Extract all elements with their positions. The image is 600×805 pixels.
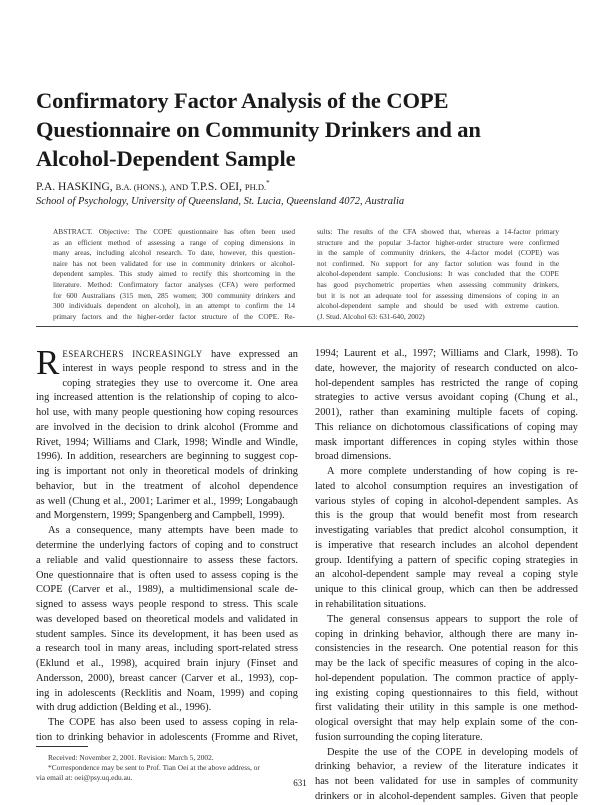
- footnote-email: via email at: oei@psy.uq.edu.au.: [36, 773, 133, 782]
- section-divider: [36, 326, 578, 327]
- affiliation: School of Psychology, University of Queensland, St. Lucia, Queensland 4072, Australia: [36, 196, 405, 207]
- abstract-line: structure and the popular 3-factor higher-order structure were confirmed: [317, 237, 559, 247]
- body-line: group. Identifying a pattern of specific coping strategies in: [315, 554, 578, 566]
- body-line: student samples. Since its development, it has been used as: [36, 628, 298, 640]
- abstract-line: primary factors and the higher-order factor structure of the COPE. Re-: [53, 311, 295, 321]
- body-line: coping in drinking behavior, although there are many in-: [315, 628, 578, 640]
- abstract-line: (J. Stud. Alcohol 63: 631-640, 2002): [317, 311, 425, 321]
- abstract-line: in the sample of community drinkers, the 4-factor model (COPE) was: [317, 248, 559, 258]
- page-number: 631: [293, 778, 307, 788]
- body-line: behavior, but in the treatment of alcohol dependence: [36, 480, 298, 492]
- body-line: has not been validated for use in samples of community: [315, 776, 578, 788]
- body-line: ing is important not only in theoretical models of drinking: [36, 466, 298, 478]
- abstract-line: not confirmed. No support for any factor solution was found in the: [317, 258, 559, 268]
- body-line: are involved in the decision to drink alcohol (Fromme and: [36, 421, 298, 433]
- body-line: The general consensus appears to support the role of: [327, 613, 578, 625]
- body-line: and Morgenstern, 1999; Spangenberg and Campbell, 1999).: [36, 510, 285, 522]
- body-line: coping strategies they use to overcome it. One area: [62, 377, 298, 389]
- abstract-line: many areas, including alcohol research. To date, however, this question-: [53, 248, 295, 258]
- body-line: was developed based on theoretical models and validated in: [36, 613, 298, 625]
- body-line: is imperative that research includes an alcohol dependent: [315, 539, 578, 551]
- body-line: mask important differences in coping styles within those: [315, 436, 578, 448]
- body-line: may be the lack of specific measures of coping in the alco-: [315, 658, 578, 670]
- title-line: Questionnaire on Community Drinkers and an: [36, 117, 481, 142]
- body-line: this is the group that would benefit most from research: [315, 510, 578, 522]
- body-line: tion to drinking behavior in adolescents (Fromme and Rivet,: [36, 731, 298, 743]
- body-line: interest in ways people respond to stress and in the: [62, 362, 298, 374]
- body-line: COPE (Carver et al., 1989), a multidimensional scale de-: [36, 584, 298, 596]
- abstract-line: naire has not been validated for use in community drinkers or alcohol-: [53, 258, 295, 268]
- abstract-line: literature. Method: Confirmatory factor analyses (CFA) were performed: [53, 279, 295, 289]
- abstract-left-column: [53, 227, 295, 322]
- body-line: 1994; Laurent et al., 1997; Williams and Clark, 1998). To: [315, 348, 578, 359]
- body-line: with drug addiction (Belding et al., 1996).: [36, 702, 212, 714]
- author-degree: B.A. (HONS.),: [115, 181, 167, 192]
- body-line: investigating variables that predict alcohol consumption, it: [315, 525, 578, 537]
- body-line: as well (Chung et al., 2001; Larimer et al., 1999; Longabaugh: [36, 495, 298, 507]
- body-line: Rivet, 1994; Williams and Clark, 1998; Windle and Windle,: [36, 436, 298, 448]
- abstract-line: dependent samples. This study aimed to rectify this shortcoming in the: [53, 269, 295, 279]
- body-line: [62, 347, 298, 362]
- abstract-line: 300 individuals dependent on alcohol), in an attempt to confirm the 14: [53, 301, 295, 311]
- body-line: One questionnaire that is often used to assess coping is the: [36, 569, 298, 581]
- body-line: 1996). In addition, researchers are beginning to suggest cop-: [36, 451, 298, 463]
- footnote-correspondence: *Correspondence may be sent to Prof. Tian Oei at the above address, or: [48, 763, 260, 772]
- body-line: As a consequence, many attempts have been made to: [48, 525, 298, 537]
- abstract-line: alcohol-dependent sample and should be used with extreme caution.: [317, 301, 559, 311]
- body-line: hol-dependent samples has restricted the range of coping: [315, 377, 578, 389]
- body-line: ing in adolescents (Recklitis and Noam, 1999) and coping: [36, 687, 298, 699]
- body-line: unique to this clinical group, which can then be addressed: [315, 584, 578, 596]
- body-line: ing existing coping questionnaires to this field, without: [315, 687, 578, 699]
- body-left-lines: [36, 377, 298, 746]
- author-name: T.P.S. OEI,: [190, 180, 243, 193]
- title-line: Confirmatory Factor Analysis of the COPE: [36, 88, 449, 113]
- body-line: (Eklund et al., 1998), acquired brain injury (Finset and: [36, 658, 298, 670]
- body-line: determine the underlying factors of coping and to construct: [36, 540, 298, 552]
- body-left-column: [36, 343, 298, 746]
- body-line: hol use, with many people questioning how coping resources: [36, 407, 298, 419]
- abstract-right-column: [317, 227, 559, 322]
- body-line: Andersson, 2000), breast cancer (Carver et al., 1993), cop-: [36, 672, 298, 684]
- author-conjunction: AND: [169, 181, 189, 192]
- body-line: signed to assess ways people respond to stress. This scale: [36, 599, 298, 611]
- body-line: consistencies in the research. One potential reason for this: [315, 643, 578, 655]
- lead-rest: have expressed an: [210, 349, 298, 360]
- abstract-line: has good psychometric properties when assessing community drinkers,: [317, 279, 559, 289]
- body-line: in rehabilitation situations.: [315, 599, 427, 611]
- abstract-line: sults: The results of the CFA showed that, whereas a 14-factor primary: [317, 227, 559, 236]
- body-line: hol-dependent population. The common practice of apply-: [315, 672, 578, 684]
- author-name: P.A. HASKING,: [36, 180, 113, 193]
- abstract-line: but it is not an adequate tool for assessing dimensions of coping in an: [317, 290, 559, 300]
- body-line: A more complete understanding of how coping is re-: [327, 466, 578, 478]
- opening-lines: [36, 343, 298, 382]
- body-right-lines: [315, 347, 578, 805]
- abstract-line: ABSTRACT. Objective: The COPE questionnaire has often been used: [53, 227, 295, 236]
- article-title: [36, 86, 556, 173]
- lead-caps: ESEARCHERS INCREASINGLY: [62, 349, 203, 359]
- body-line: broad dimensions.: [315, 451, 392, 463]
- body-line: an alcohol-dependent sample may reveal a coping style: [315, 569, 578, 581]
- author-line: [36, 179, 270, 193]
- abstract-line: as an efficient method of assessing a range of coping dimensions in: [53, 237, 295, 247]
- body-line: drinking behavior, a review of the literature indicates it: [315, 761, 578, 773]
- body-line: drinkers or in alcohol-dependent samples. Given that people: [315, 790, 578, 802]
- title-line: Alcohol-Dependent Sample: [36, 146, 296, 171]
- footnote-received: Received: November 2, 2001. Revision: March 5, 2002.: [48, 753, 214, 762]
- body-right-column: [315, 347, 578, 805]
- drop-cap: R: [36, 343, 60, 382]
- footnote-rule: [36, 746, 88, 747]
- author-degree: PH.D.: [244, 181, 267, 192]
- abstract-line: alcohol-dependent sample. Conclusions: It was concluded that the COPE: [317, 269, 559, 279]
- body-line: a research tool in many areas, including sport-related stress: [36, 643, 298, 655]
- body-line: lated to alcohol consumption requires an investigation of: [315, 480, 578, 492]
- body-line: first validating their utility in this sample is one method-: [315, 702, 578, 714]
- body-line: This reliance on dichotomous classifications of coping may: [315, 421, 578, 433]
- body-line: The COPE has also been used to assess coping in rela-: [48, 717, 298, 729]
- body-line: a reliable and valid questionnaire to assess these factors.: [36, 554, 298, 566]
- body-line: fusion surrounding the coping literature.: [315, 731, 483, 743]
- abstract-line: for 600 Australians (315 men, 285 women; 300 community drinkers and: [53, 290, 295, 300]
- body-line: strategies to active versus avoidant coping (Chung et al.,: [315, 392, 578, 404]
- correspondence-mark: *: [266, 179, 270, 187]
- body-line: various styles of coping in alcohol-dependent samples. As: [315, 495, 578, 507]
- body-line: Despite the use of the COPE in developing models of: [327, 746, 578, 758]
- body-line: 2001), rather than examining multiple facets of coping.: [315, 407, 578, 419]
- body-line: ing increased attention is the relationship of coping to alco-: [36, 392, 298, 404]
- body-line: date, however, the majority of research conducted on alco-: [315, 362, 578, 374]
- body-line: ological oversight that may help explain some of the con-: [315, 717, 578, 729]
